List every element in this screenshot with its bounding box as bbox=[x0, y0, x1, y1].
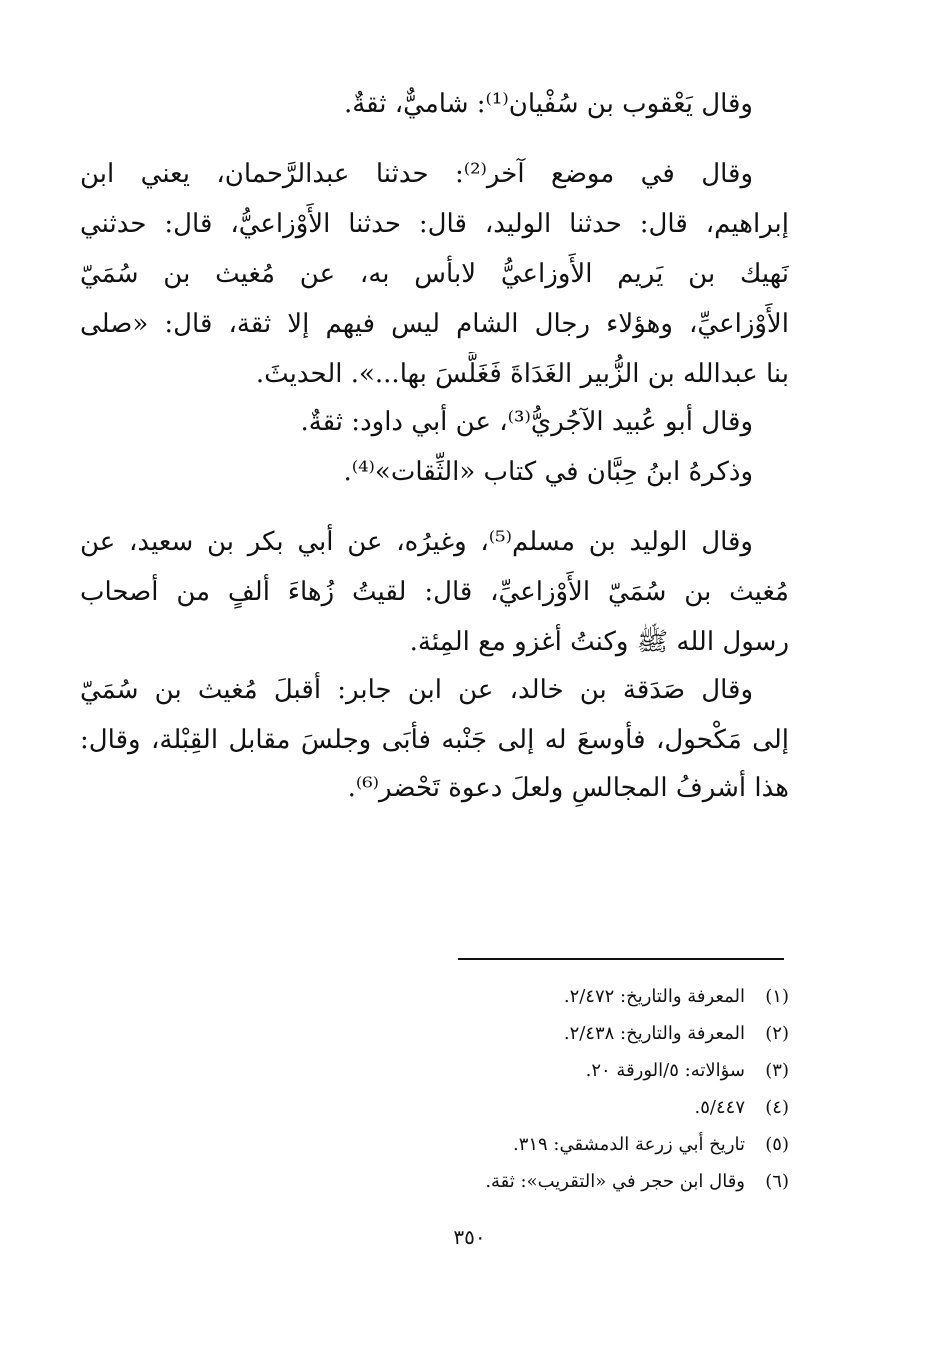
footnote-item bbox=[564, 1019, 789, 1049]
text-line: وقال أبو عُبيد الآجُريُّ⁽³⁾، عن أبي داود: ثقةٌ. bbox=[300, 407, 753, 437]
text-line: رسول الله ﷺ وكنتُ أغزو مع المِئة. bbox=[409, 627, 789, 657]
footnote-text: ٥/٤٤٧. bbox=[694, 1097, 745, 1118]
footnote-number: (٢) bbox=[765, 1023, 789, 1044]
text-line: الأَوْزاعيِّ، وهؤلاء رجال الشام ليس فيهم إلا ثقة، قال: «صلى bbox=[80, 309, 789, 339]
text-line: نَهيك بن يَريم الأَوزاعيُّ لابأس به، عن مُغيث بن سُمَيّ bbox=[80, 259, 789, 289]
footnote-item bbox=[586, 1056, 789, 1086]
footnote-item bbox=[513, 1130, 789, 1160]
footnote-text: المعرفة والتاريخ: ٢/٤٣٨. bbox=[563, 1023, 745, 1044]
text-line: وقال في موضع آخر⁽²⁾: حدثنا عبدالرَّحمان، يعني ابن bbox=[80, 159, 754, 189]
text-line: مُغيث بن سُمَيّ الأَوْزاعيِّ، قال: لقيتُ زُهاءَ ألفٍ من أصحاب bbox=[80, 577, 789, 607]
footnote-number: (٣) bbox=[765, 1060, 789, 1081]
text-line: وقال الوليد بن مسلم⁽⁵⁾، وغيرُه، عن أبي بكر بن سعيد، عن bbox=[80, 527, 753, 557]
text-line: هذا أشرفُ المجالسِ ولعلَ دعوة تَحْضر⁽⁶⁾. bbox=[347, 773, 789, 803]
footnote-item bbox=[485, 1167, 789, 1197]
footnote-number: (١) bbox=[765, 986, 789, 1007]
footnote-item bbox=[564, 982, 789, 1012]
text-line: بنا عبدالله بن الزُّبير الغَدَاةَ فَغَلَّسَ بها...». الحديثَ. bbox=[255, 359, 789, 389]
text-line: وذكرهُ ابنُ حِبَّان في كتاب «الثِّقات»⁽⁴⁾. bbox=[343, 457, 753, 487]
page-number: ٣٥٠ bbox=[453, 1225, 486, 1249]
footnote-divider bbox=[458, 958, 784, 960]
footnote-number: (٦) bbox=[765, 1171, 789, 1192]
footnote-text: تاريخ أبي زرعة الدمشقي: ٣١٩. bbox=[512, 1134, 745, 1155]
footnote-number: (٤) bbox=[765, 1097, 789, 1118]
text-line: إبراهيم، قال: حدثنا الوليد، قال: حدثنا الأَوْزاعيُّ، قال: حدثني bbox=[80, 209, 789, 239]
footnote-text: المعرفة والتاريخ: ٢/٤٧٢. bbox=[563, 986, 745, 1007]
footnote-text: سؤالاته: ٥/الورقة ٢٠. bbox=[585, 1060, 745, 1081]
footnote-text: وقال ابن حجر في «التقريب»: ثقة. bbox=[485, 1171, 745, 1192]
footnotes bbox=[269, 982, 789, 1212]
text-line: وقال يَعْقوب بن سُفْيان⁽¹⁾: شاميٌّ، ثقةٌ. bbox=[343, 89, 753, 119]
text-line: إلى مَكْحول، فأوسعَ له إلى جَنْبه فأبَى وجلسَ مقابل القِبْلة، وقال: bbox=[80, 725, 789, 755]
text-line: وقال صَدَقة بن خالد، عن ابن جابر: أقبلَ مُغيث بن سُمَيّ bbox=[80, 675, 753, 705]
footnote-item bbox=[695, 1093, 789, 1123]
footnote-number: (٥) bbox=[765, 1134, 789, 1155]
